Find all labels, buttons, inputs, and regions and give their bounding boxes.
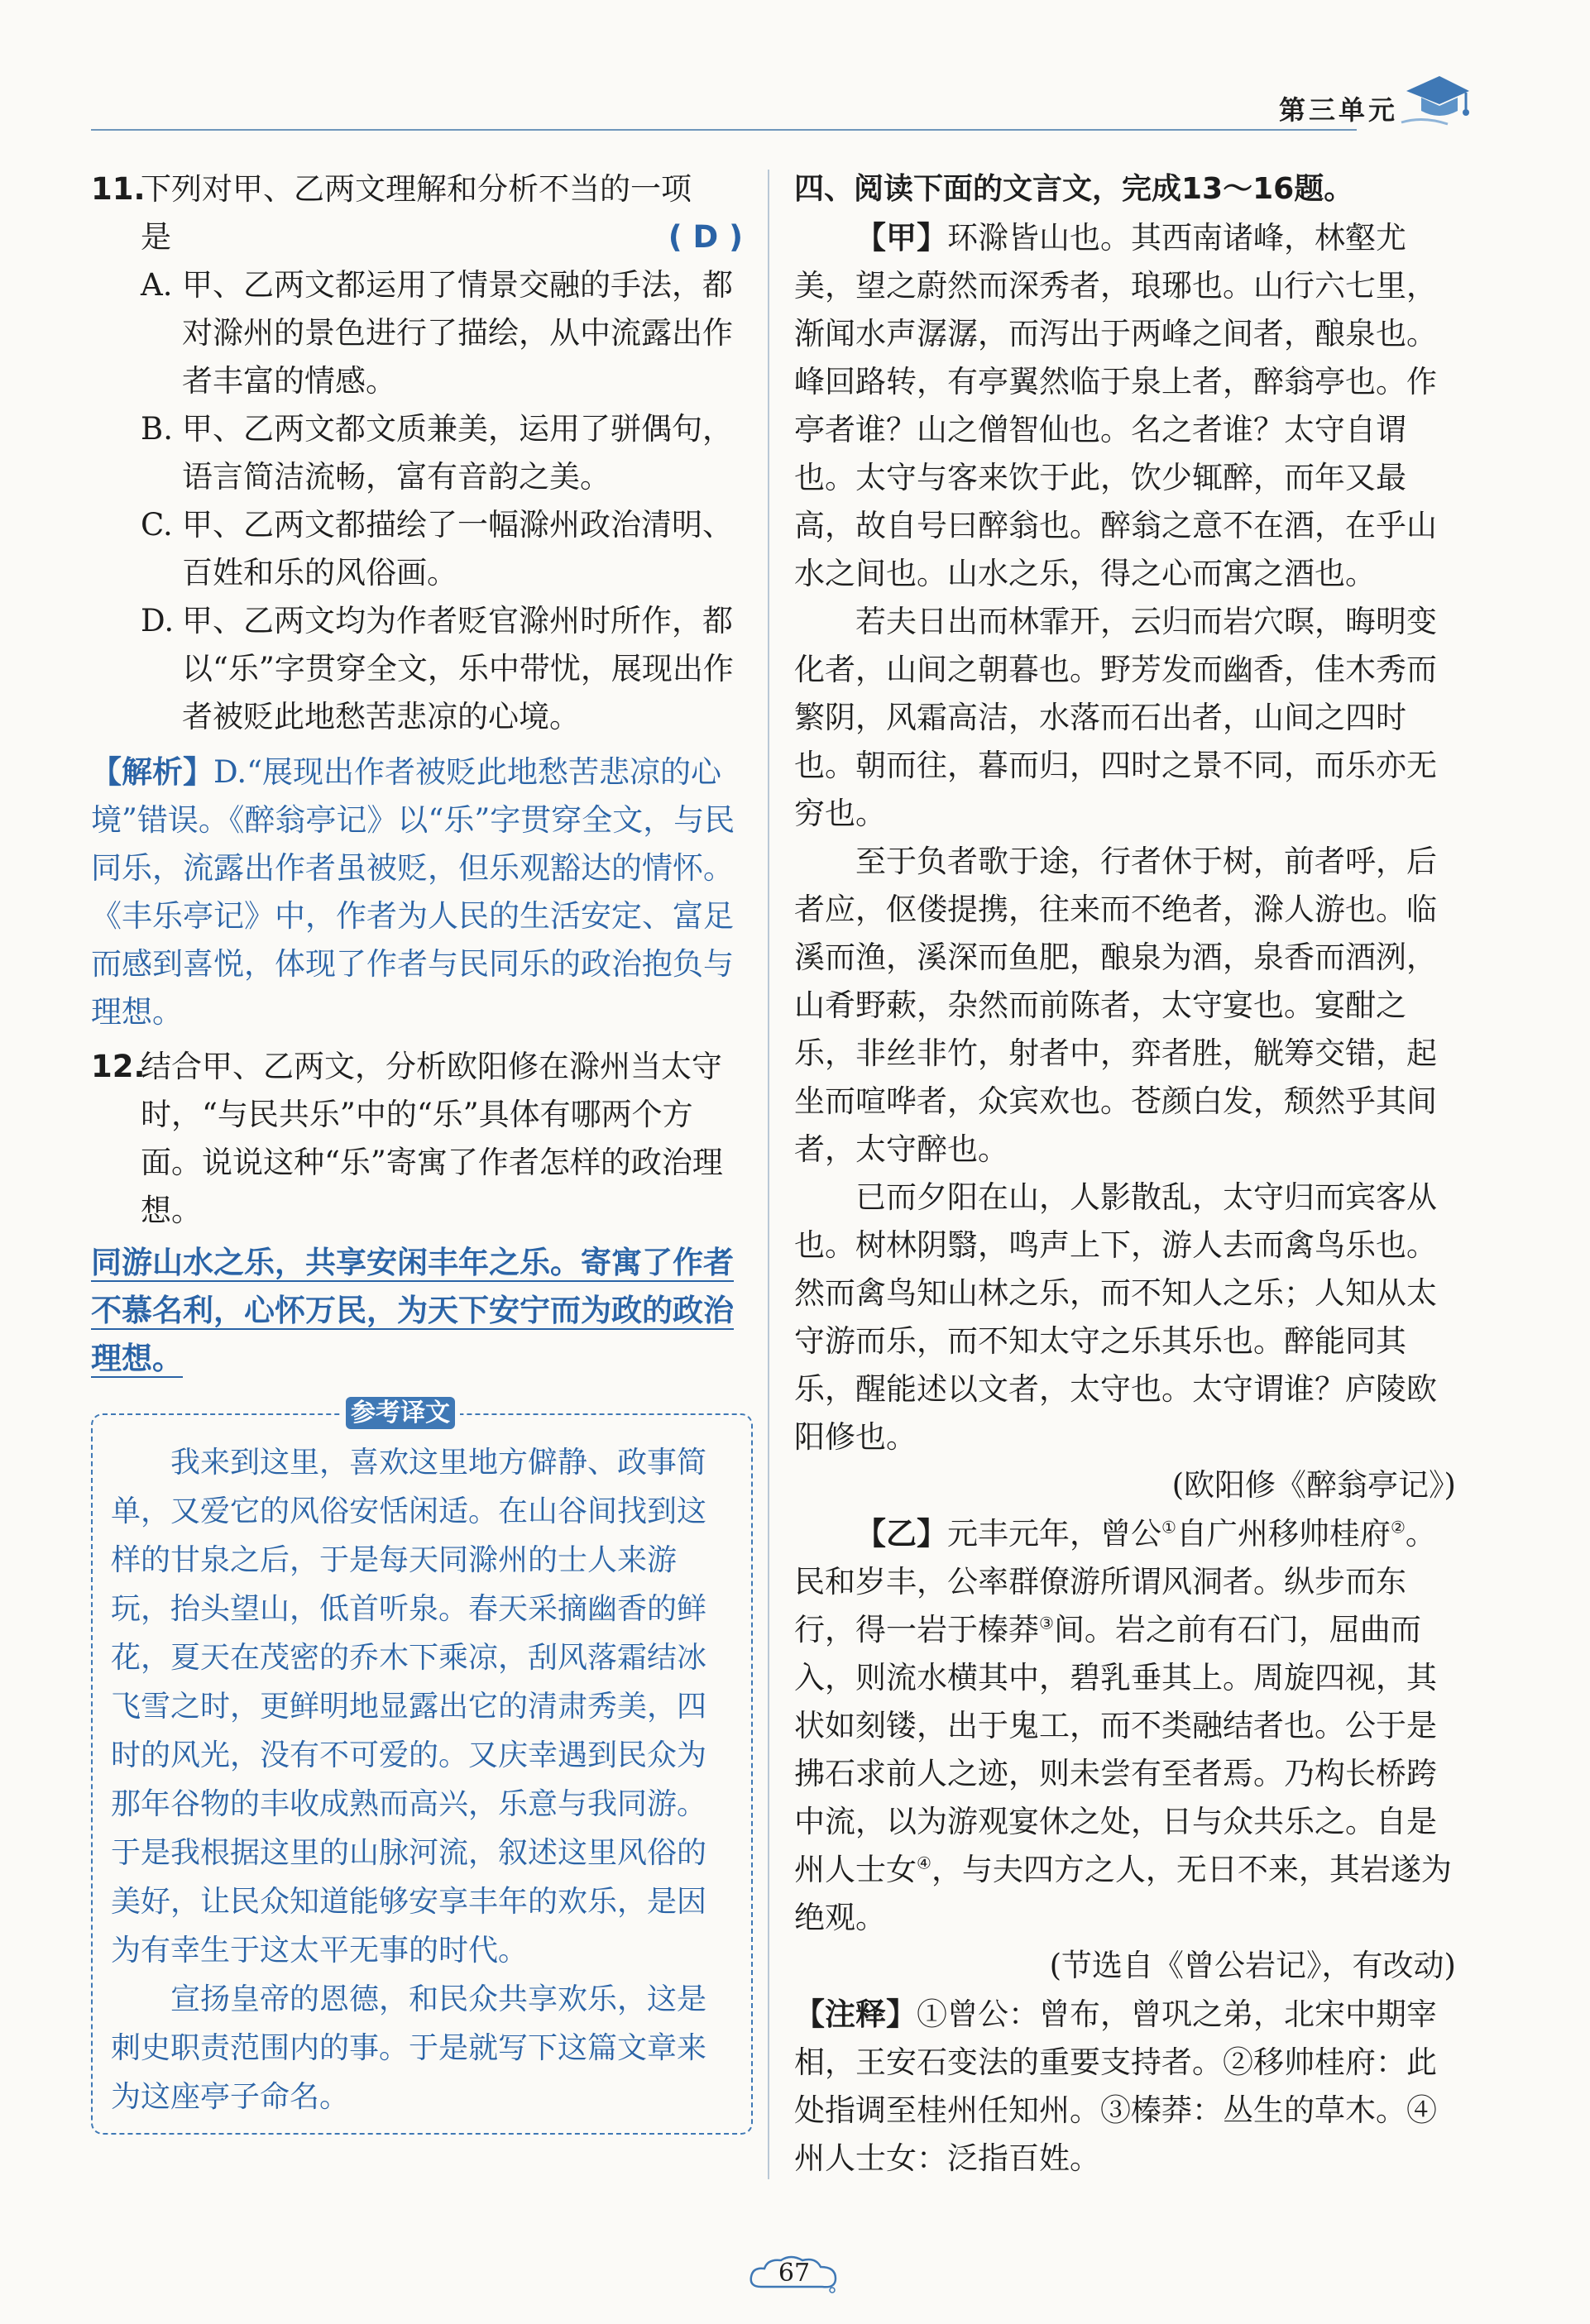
- option-c: [91, 501, 753, 597]
- section-title: 四、阅读下面的文言文，完成13～16题。: [794, 172, 1354, 206]
- paragraph-text: 环滁皆山也。其西南诸峰，林壑尤美，望之蔚然而深秀者，琅琊也。山行六七里，渐闻水声潺潺，而泻出于两峰之间者，酿泉也。峰回路转，有亭翼然临于泉上者，醉翁亭也。作亭者谁？山之僧智仙也。名之者谁？太守自谓也。太守与客来饮于此，饮少辄醉，而年又最高，故自号曰醉翁也。醉翁之意不在酒，在乎山水之间也。山水之乐，得之心而寓之酒也。: [794, 220, 1437, 591]
- page-number: [745, 2254, 844, 2295]
- text-jia-paragraph-3: 至于负者歌于途，行者休于树，前者呼，后者应，伛偻提携，往来而不绝者，滁人游也。临溪而渔，溪深而鱼肥，酿泉为酒，泉香而酒洌，山肴野蔌，杂然而前陈者，太守宴也。宴酣之乐，非丝非竹，射者中，弈者胜，觥筹交错，起坐而喧哗者，众宾欢也。苍颜白发，颓然乎其间者，太守醉也。: [794, 844, 1437, 1167]
- left-column: [91, 165, 753, 2135]
- text-jia-paragraph-2: 若夫日出而林霏开，云归而岩穴暝，晦明变化者，山间之朝暮也。野芳发而幽香，佳木秀而繁阴，风霜高洁，水落而石出者，山间之四时也。朝而往，暮而归，四时之景不同，而乐亦无穷也。: [794, 604, 1437, 831]
- question-number: 12.: [91, 1049, 146, 1084]
- right-column: [794, 165, 1456, 2183]
- option-text: 甲、乙两文均为作者贬官滁州时所作，都以“乐”字贯穿全文，乐中带忧，展现出作者被贬此地愁苦悲凉的心境。: [182, 603, 734, 734]
- question-stem: 下列对甲、乙两文理解和分析不当的一项: [141, 171, 692, 207]
- option-text: 甲、乙两文都描绘了一幅滁州政治清明、百姓和乐的风俗画。: [182, 507, 733, 591]
- option-letter: A.: [141, 267, 173, 303]
- notes: [794, 1990, 1456, 2183]
- analysis: [91, 748, 753, 1036]
- reference-paragraph: 我来到这里，喜欢这里地方僻静、政事简单，又爱它的风俗安恬闲适。在山谷间找到这样的甘泉之后，于是每天同滁州的士人来游玩，抬头望山，低首听泉。春天采摘幽香的鲜花，夏天在茂密的乔木下乘凉，刮风落霜结冰飞雪之时，更鲜明地显露出它的清肃秀美，四时的风光，没有不可爱的。又庆幸遇到民众为那年谷物的丰收成熟而高兴，乐意与我同游。于是我根据这里的山脉河流，叙述这里风俗的美好，让民众知道能够安享丰年的欢乐，是因为有幸生于这太平无事的时代。: [111, 1446, 707, 1968]
- footnote-mark: ②: [1390, 1517, 1406, 1537]
- page-header: [91, 83, 1497, 141]
- answer-line: [141, 213, 753, 261]
- text-jia-source: (欧阳修《醉翁亭记》): [1171, 1467, 1456, 1503]
- unit-title: 第三单元: [1278, 94, 1398, 126]
- reference-paragraph: 宣扬皇帝的恩德，和民众共享欢乐，这是刺史职责范围内的事。于是就写下这篇文章来为这座亭子命名。: [111, 1982, 707, 2114]
- text-yi-source: (节选自《曾公岩记》，有改动): [1049, 1948, 1456, 1983]
- paragraph-text: 间。岩之前有石门，屈曲而入，则流水横其中，碧乳垂其上。周旋四视，其状如刻镂，出于鬼工，而不类融结者也。公于是拂石求前人之迹，则未尝有至者焉。乃构长桥跨中流，以为游观宴休之处，日与众共乐之。自是州人士女: [794, 1612, 1437, 1887]
- answer-text: 同游山水之乐，共享安闲丰年之乐。寄寓了作者不慕名利，心怀万民，为天下安宁而为政的政治理想。: [91, 1244, 734, 1376]
- question-12: [91, 1043, 753, 1235]
- text-jia-paragraph-4: 已而夕阳在山，人影散乱，太守归而宾客从也。树林阴翳，鸣声上下，游人去而禽鸟乐也。然而禽鸟知山林之乐，而不知人之乐；人知从太守游而乐，而不知太守之乐其乐也。醉能同其乐，醒能述以文者，太守也。太守谓谁？庐陵欧阳修也。: [794, 1179, 1437, 1455]
- text-jia-paragraph-1: [794, 213, 1456, 598]
- footnote-mark: ④: [917, 1853, 931, 1873]
- notes-tag: 【注释】: [794, 1996, 917, 2032]
- option-text: 甲、乙两文都文质兼美，运用了骈偶句，语言简洁流畅，富有音韵之美。: [182, 411, 733, 495]
- footnote-mark: ③: [1039, 1613, 1054, 1633]
- option-d: [91, 597, 753, 741]
- option-a: [91, 261, 753, 405]
- column-divider: [768, 170, 769, 2179]
- text-tag: 【乙】: [855, 1515, 947, 1552]
- reference-title: [341, 1397, 460, 1430]
- question-stem: 结合甲、乙两文，分析欧阳修在滁州当太守时，“与民共乐”中的“乐”具体有哪两个方面。说说这种“乐”寄寓了作者怎样的政治理想。: [141, 1049, 723, 1228]
- question-number: 11.: [91, 171, 146, 207]
- paragraph-text: 自广州移帅桂府: [1176, 1516, 1391, 1552]
- question-stem-end: 是: [141, 219, 171, 255]
- question-11: [91, 165, 753, 261]
- analysis-text: D.“展现出作者被贬此地愁苦悲凉的心境”错误。《醉翁亭记》以“乐”字贯穿全文，与民同乐，流露出作者虽被贬，但乐观豁达的情怀。《丰乐亭记》中，作者为人民的生活安定、富足而感到喜悦，体现了作者与民同乐的政治抱负与理想。: [91, 754, 735, 1030]
- analysis-tag: 【解析】: [91, 753, 213, 790]
- answer-choice: ( D ): [668, 219, 743, 255]
- option-letter: B.: [141, 411, 173, 447]
- option-b: [91, 405, 753, 501]
- paragraph-text: ，与夫四方之人，无日不来，其岩遂为绝观。: [794, 1852, 1452, 1935]
- option-text: 甲、乙两文都运用了情景交融的手法，都对滁州的景色进行了描绘，从中流露出作者丰富的情感。: [182, 267, 733, 399]
- option-letter: D.: [141, 603, 175, 638]
- footnote-mark: ①: [1161, 1517, 1176, 1537]
- text-yi-paragraph: [794, 1509, 1456, 1942]
- reference-translation-box: [91, 1399, 753, 2135]
- header-rule: [91, 129, 1357, 131]
- reference-title-text: 参考译文: [346, 1397, 455, 1429]
- question-12-answer: [91, 1238, 753, 1382]
- page-number-text: 67: [778, 2259, 811, 2288]
- option-letter: C.: [141, 507, 173, 543]
- text-tag: 【甲】: [855, 219, 947, 256]
- notes-text: ①曾公：曾布，曾巩之弟，北宋中期宰相，王安石变法的重要支持者。②移帅桂府：此处指调至桂州任知州。③榛莽：丛生的草木。④州人士女：泛指百姓。: [794, 1996, 1437, 2176]
- paragraph-text: 。民和岁丰，公率群僚游所谓风洞者。纵步而东行，得一岩于榛莽: [794, 1516, 1436, 1647]
- paragraph-text: 元丰元年，曾公: [947, 1516, 1161, 1552]
- graduation-cap-icon: [1398, 58, 1473, 132]
